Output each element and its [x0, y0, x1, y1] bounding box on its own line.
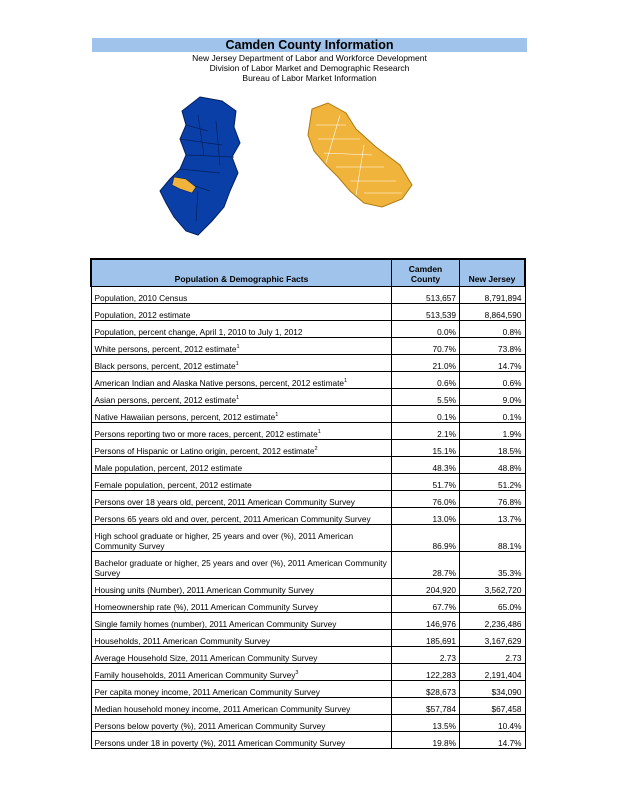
- new-jersey-value: 0.8%: [460, 321, 526, 338]
- fact-label-cell: [91, 457, 392, 474]
- bureau-line: Bureau of Labor Market Information: [242, 73, 377, 83]
- page-title: Camden County Information: [92, 38, 527, 52]
- new-jersey-value: $67,458: [460, 698, 526, 715]
- table-header-row: [91, 259, 525, 287]
- camden-county-value: 0.0%: [392, 321, 460, 338]
- new-jersey-value: 65.0%: [460, 596, 526, 613]
- new-jersey-value: 3,562,720: [460, 579, 526, 596]
- table-row: [91, 525, 525, 552]
- fact-label: Female population, percent, 2012 estimate: [94, 480, 252, 490]
- camden-county-value: 28.7%: [392, 552, 460, 579]
- new-jersey-value: 3,167,629: [460, 630, 526, 647]
- fact-label: American Indian and Alaska Native persons, percent, 2012 estimate: [94, 378, 345, 388]
- fact-label-cell: [91, 698, 392, 715]
- new-jersey-column-header: New Jersey: [460, 259, 526, 287]
- table-row: [91, 457, 525, 474]
- fact-label: Persons under 18 in poverty (%), 2011 American Community Survey: [94, 738, 346, 748]
- camden-county-value: 0.1%: [392, 406, 460, 423]
- table-row: [91, 698, 525, 715]
- fact-label-cell: [91, 474, 392, 491]
- camden-county-value: 2.73: [392, 647, 460, 664]
- fact-label-cell: [91, 508, 392, 525]
- table-row: [91, 732, 525, 749]
- camden-county-value: 70.7%: [392, 338, 460, 355]
- camden-county-value: 67.7%: [392, 596, 460, 613]
- fact-label: Family households, 2011 American Community Survey: [94, 670, 296, 680]
- fact-label: Black persons, percent, 2012 estimate: [94, 361, 236, 371]
- camden-county-value: 0.6%: [392, 372, 460, 389]
- fact-label-cell: [91, 287, 392, 304]
- fact-label: Homeownership rate (%), 2011 American Community Survey: [94, 602, 318, 612]
- table-row: [91, 389, 525, 406]
- fact-label-cell: [91, 355, 392, 372]
- new-jersey-value: 51.2%: [460, 474, 526, 491]
- new-jersey-value: 18.5%: [460, 440, 526, 457]
- camden-county-value: 146,976: [392, 613, 460, 630]
- new-jersey-value: 14.7%: [460, 355, 526, 372]
- fact-label-cell: [91, 630, 392, 647]
- camden-county-value: 204,920: [392, 579, 460, 596]
- table-row: [91, 440, 525, 457]
- fact-label-cell: [91, 525, 392, 552]
- camden-county-value: 51.7%: [392, 474, 460, 491]
- new-jersey-value: 76.8%: [460, 491, 526, 508]
- maps-figure: [150, 95, 450, 245]
- fact-label-cell: [91, 389, 392, 406]
- camden-county-value: $28,673: [392, 681, 460, 698]
- camden-county-value: 86.9%: [392, 525, 460, 552]
- fact-label: Households, 2011 American Community Survey: [94, 636, 271, 646]
- camden-county-value: 122,283: [392, 664, 460, 681]
- table-row: [91, 579, 525, 596]
- new-jersey-value: 10.4%: [460, 715, 526, 732]
- new-jersey-value: 88.1%: [460, 525, 526, 552]
- fact-label-cell: [91, 732, 392, 749]
- new-jersey-value: 48.8%: [460, 457, 526, 474]
- camden-county-value: 15.1%: [392, 440, 460, 457]
- fact-label: Housing units (Number), 2011 American Community Survey: [94, 585, 314, 595]
- table-row: [91, 552, 525, 579]
- footnote-marker: 1: [275, 412, 279, 419]
- fact-label: Persons reporting two or more races, percent, 2012 estimate: [94, 429, 318, 439]
- table-row: [91, 338, 525, 355]
- new-jersey-value: 13.7%: [460, 508, 526, 525]
- fact-label-cell: [91, 664, 392, 681]
- fact-label-cell: [91, 440, 392, 457]
- fact-label-cell: [91, 372, 392, 389]
- fact-label: Asian persons, percent, 2012 estimate: [94, 395, 237, 405]
- new-jersey-value: 2,191,404: [460, 664, 526, 681]
- fact-label-cell: [91, 552, 392, 579]
- new-jersey-value: 8,791,894: [460, 287, 526, 304]
- fact-label: Native Hawaiian persons, percent, 2012 estimate: [94, 412, 276, 422]
- demographic-facts-table: [90, 258, 526, 749]
- fact-label: Persons of Hispanic or Latino origin, percent, 2012 estimate: [94, 446, 315, 456]
- footnote-marker: 1: [236, 395, 240, 402]
- new-jersey-state-map: [160, 97, 240, 235]
- footnote-marker: 1: [344, 378, 348, 385]
- fact-label: Median household money income, 2011 American Community Survey: [94, 704, 351, 714]
- fact-label-cell: [91, 338, 392, 355]
- fact-label: Persons over 18 years old, percent, 2011 American Community Survey: [94, 497, 355, 507]
- table-row: [91, 287, 525, 304]
- camden-county-value: 5.5%: [392, 389, 460, 406]
- fact-label-cell: [91, 321, 392, 338]
- table-row: [91, 664, 525, 681]
- camden-county-value: 19.8%: [392, 732, 460, 749]
- fact-label: Average Household Size, 2011 American Community Survey: [94, 653, 318, 663]
- footnote-marker: 1: [317, 429, 321, 436]
- division-line: Division of Labor Market and Demographic Research: [209, 63, 410, 73]
- new-jersey-value: 9.0%: [460, 389, 526, 406]
- fact-label: High school graduate or higher, 25 years and over (%), 2011 American Community Survey: [94, 531, 354, 551]
- fact-label-cell: [91, 491, 392, 508]
- new-jersey-value: 1.9%: [460, 423, 526, 440]
- camden-county-value: 76.0%: [392, 491, 460, 508]
- fact-label-cell: [91, 681, 392, 698]
- fact-label: Population, 2010 Census: [94, 293, 188, 303]
- table-row: [91, 508, 525, 525]
- camden-county-column-header: Camden County: [392, 259, 460, 287]
- new-jersey-value: 0.1%: [460, 406, 526, 423]
- fact-label: Population, 2012 estimate: [94, 310, 191, 320]
- table-row: [91, 423, 525, 440]
- new-jersey-value: 8,864,590: [460, 304, 526, 321]
- new-jersey-value: 35.3%: [460, 552, 526, 579]
- camden-county-value: 2.1%: [392, 423, 460, 440]
- new-jersey-value: 0.6%: [460, 372, 526, 389]
- table-body: [91, 287, 525, 749]
- fact-label: Male population, percent, 2012 estimate: [94, 463, 243, 473]
- table-row: [91, 372, 525, 389]
- table-row: [91, 630, 525, 647]
- fact-label-cell: [91, 579, 392, 596]
- table-row: [91, 321, 525, 338]
- new-jersey-value: 2.73: [460, 647, 526, 664]
- camden-county-value: 513,657: [392, 287, 460, 304]
- table-row: [91, 596, 525, 613]
- table-row: [91, 474, 525, 491]
- fact-label-cell: [91, 406, 392, 423]
- new-jersey-value: $34,090: [460, 681, 526, 698]
- footnote-marker: 1: [236, 344, 240, 351]
- camden-county-map: [308, 103, 412, 207]
- camden-county-value: 13.5%: [392, 715, 460, 732]
- camden-county-value: 513,539: [392, 304, 460, 321]
- camden-county-value: 185,691: [392, 630, 460, 647]
- camden-county-value: 21.0%: [392, 355, 460, 372]
- fact-label: Single family homes (number), 2011 American Community Survey: [94, 619, 337, 629]
- camden-county-value: 13.0%: [392, 508, 460, 525]
- table-row: [91, 613, 525, 630]
- camden-county-value: $57,784: [392, 698, 460, 715]
- table-row: [91, 304, 525, 321]
- new-jersey-value: 14.7%: [460, 732, 526, 749]
- camden-county-value: 48.3%: [392, 457, 460, 474]
- fact-label-cell: [91, 613, 392, 630]
- facts-column-header: Population & Demographic Facts: [91, 259, 392, 287]
- fact-label: Per capita money income, 2011 American Community Survey: [94, 687, 320, 697]
- footnote-marker: 3: [295, 670, 299, 677]
- new-jersey-value: 2,236,486: [460, 613, 526, 630]
- table-row: [91, 715, 525, 732]
- department-line: New Jersey Department of Labor and Workforce Development: [192, 53, 427, 63]
- new-jersey-value: 73.8%: [460, 338, 526, 355]
- table-row: [91, 647, 525, 664]
- fact-label-cell: [91, 423, 392, 440]
- fact-label: Persons below poverty (%), 2011 American Community Survey: [94, 721, 326, 731]
- fact-label: Bachelor graduate or higher, 25 years and over (%), 2011 American Community Survey: [94, 558, 387, 578]
- fact-label-cell: [91, 647, 392, 664]
- fact-label-cell: [91, 715, 392, 732]
- fact-label-cell: [91, 596, 392, 613]
- fact-label-cell: [91, 304, 392, 321]
- table-row: [91, 355, 525, 372]
- footnote-marker: 1: [235, 361, 239, 368]
- table-row: [91, 681, 525, 698]
- footnote-marker: 2: [314, 446, 318, 453]
- fact-label: White persons, percent, 2012 estimate: [94, 344, 237, 354]
- table-row: [91, 406, 525, 423]
- table-row: [91, 491, 525, 508]
- fact-label: Persons 65 years old and over, percent, 2011 American Community Survey: [94, 514, 371, 524]
- fact-label: Population, percent change, April 1, 2010 to July 1, 2012: [94, 327, 303, 337]
